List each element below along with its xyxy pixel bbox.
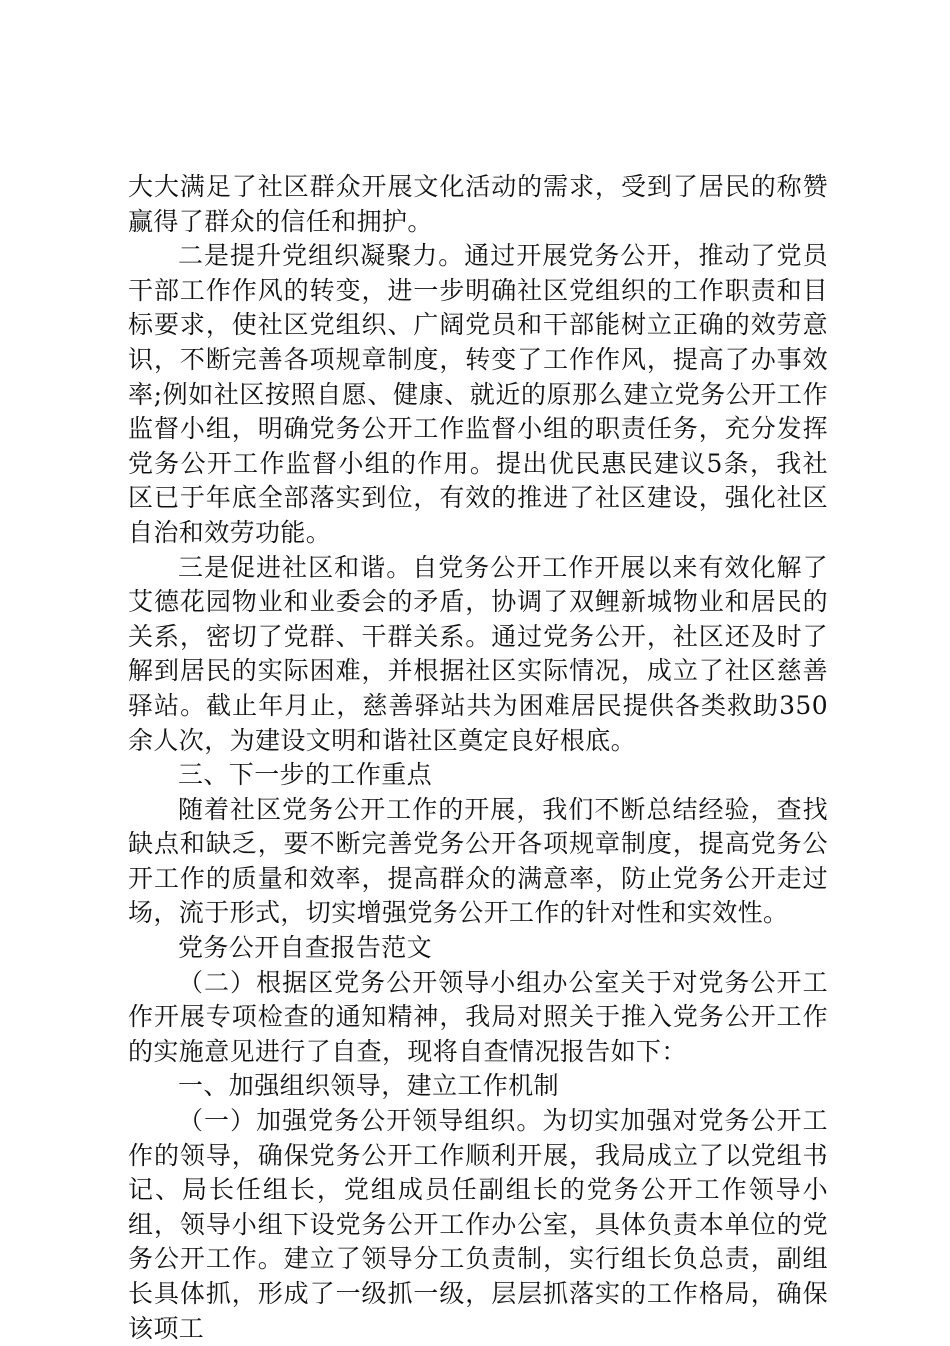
paragraph-next-steps: 随着社区党务公开工作的开展，我们不断总结经验，查找缺点和缺乏，要不断完善党务公开各项规章制度，提高党务公开工作的质量和效率，提高群众的满意率，防止党务公开走过场，流于形式，切实增强党务公开工作的针对性和实效性。 bbox=[128, 794, 828, 928]
document-subtitle: 党务公开自查报告范文 bbox=[178, 933, 433, 963]
paragraph-leadership: （一）加强党务公开领导组织。为切实加强对党务公开工作的领导，确保党务公开工作顺利开展，我局成立了以党组书记、局长任组长，党组成员任副组长的党务公开工作领导小组，领导小组下设党务公开工作办公室，具体负责本单位的党务公开工作。建立了领导分工负责制，实行组长负总责，副组长具体抓，形成了一级抓一级，层层抓落实的工作格局，确保该项工 bbox=[128, 1106, 828, 1343]
document-body bbox=[128, 170, 828, 1346]
section-heading-organization: 一、加强组织领导，建立工作机制 bbox=[178, 1071, 560, 1101]
paragraph-continuation: 大大满足了社区群众开展文化活动的需求，受到了居民的称赞赢得了群众的信任和拥护。 bbox=[128, 172, 828, 236]
paragraph-intro: （二）根据区党务公开领导小组办公室关于对党务公开工作开展专项检查的通知精神，我局对照关于推入党务公开工作的实施意见进行了自查，现将自查情况报告如下： bbox=[128, 967, 828, 1066]
paragraph-harmony: 三是促进社区和谐。自党务公开工作开展以来有效化解了艾德花园物业和业委会的矛盾，协调了双鲤新城物业和居民的关系，密切了党群、干群关系。通过党务公开，社区还及时了解到居民的实际困难，并根据社区实际情况，成立了社区慈善驿站。截止年月止，慈善驿站共为困难居民提供各类救助350余人次，为建设文明和谐社区奠定良好根底。 bbox=[128, 552, 828, 755]
paragraph-cohesion: 二是提升党组织凝聚力。通过开展党务公开，推动了党员干部工作作风的转变，进一步明确社区党组织的工作职责和目标要求，使社区党组织、广阔党员和干部能树立正确的效劳意识，不断完善各项规章制度，转变了工作作风，提高了办事效率;例如社区按照自愿、健康、就近的原那么建立党务公开工作监督小组，明确党务公开工作监督小组的职责任务，充分发挥党务公开工作监督小组的作用。提出优民惠民建议5条，我社区已于年底全部落实到位，有效的推进了社区建设，强化社区自治和效劳功能。 bbox=[128, 241, 828, 547]
section-heading-next-steps: 三、下一步的工作重点 bbox=[178, 760, 433, 790]
